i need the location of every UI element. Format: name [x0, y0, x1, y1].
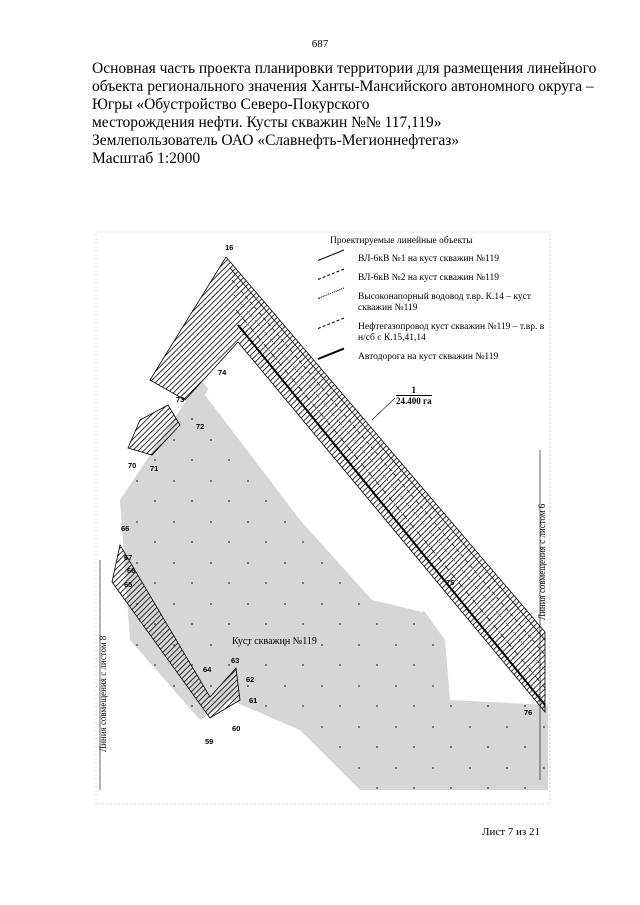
- legend-line-swatch: [318, 288, 344, 299]
- legend-item-label: ВЛ-6кВ №2 на куст скважин №119: [358, 273, 499, 283]
- title-line: Югры «Обустройство Северо-Покурского: [92, 96, 370, 113]
- point-label: 16: [225, 243, 234, 252]
- point-label: 61: [249, 696, 258, 705]
- legend-item: [318, 352, 548, 363]
- legend-title: Проектируемые линейные объекты: [330, 236, 473, 246]
- legend-line-swatch: [318, 348, 345, 360]
- area-label: [396, 385, 432, 406]
- point-label: 71: [150, 464, 159, 473]
- title-line: Основная часть проекта планировки территории для размещения линейного: [92, 60, 597, 77]
- point-label: 76: [524, 708, 533, 717]
- point-label: 70: [128, 461, 137, 470]
- point-label: 75: [446, 578, 455, 587]
- point-label: 72: [196, 422, 205, 431]
- legend-item: [318, 273, 548, 284]
- point-label: 63: [231, 656, 240, 665]
- point-label: 66: [121, 524, 130, 533]
- page-number: 687: [311, 38, 329, 50]
- point-label: 64: [203, 665, 212, 674]
- legend-line-swatch: [318, 250, 344, 261]
- point-label: 73: [176, 395, 185, 404]
- point-label: 68: [127, 566, 136, 575]
- sheet-number: Лист 7 из 21: [482, 826, 541, 838]
- point-label: 65: [124, 580, 133, 589]
- legend-line-swatch: [318, 318, 344, 329]
- area-value: 24.400 га: [396, 396, 432, 406]
- title-line: Масштаб 1:2000: [92, 150, 201, 167]
- point-label: 60: [232, 724, 241, 733]
- point-label: 62: [246, 675, 255, 684]
- match-line-left: Линия совмещения с листом 8: [98, 635, 108, 752]
- legend-item: [318, 254, 548, 265]
- legend-item-label: Автодорога на куст скважин №119: [358, 352, 499, 362]
- title-line: месторождения нефти. Кусты скважин №№ 117,119»: [92, 114, 442, 131]
- legend-line-swatch: [318, 269, 344, 280]
- cluster-label: Куст скважин №119: [232, 636, 317, 647]
- legend: [318, 236, 548, 371]
- match-line-right: Линия совмещения с листом 6: [537, 503, 547, 620]
- point-label: 67: [124, 553, 133, 562]
- legend-item: [318, 322, 548, 344]
- area-number: 1: [396, 385, 432, 396]
- legend-item-label: Нефтегазопровод куст скважин №119 – т.вр. в н/сб с К.15,41,14: [358, 322, 545, 343]
- legend-item-label: ВЛ-6кВ №1 на куст скважин №119: [358, 254, 499, 264]
- title-line: объекта регионального значения Ханты-Мансийского автономного округа –: [92, 78, 594, 95]
- point-label: 59: [205, 737, 214, 746]
- point-label: 74: [218, 368, 227, 377]
- title-line: Землепользователь ОАО «Славнефть-Мегионнефтегаз»: [92, 132, 460, 149]
- legend-item: [318, 292, 548, 314]
- legend-item-label: Высоконапорный водовод т.вр. К.14 – куст скважин №119: [358, 292, 531, 313]
